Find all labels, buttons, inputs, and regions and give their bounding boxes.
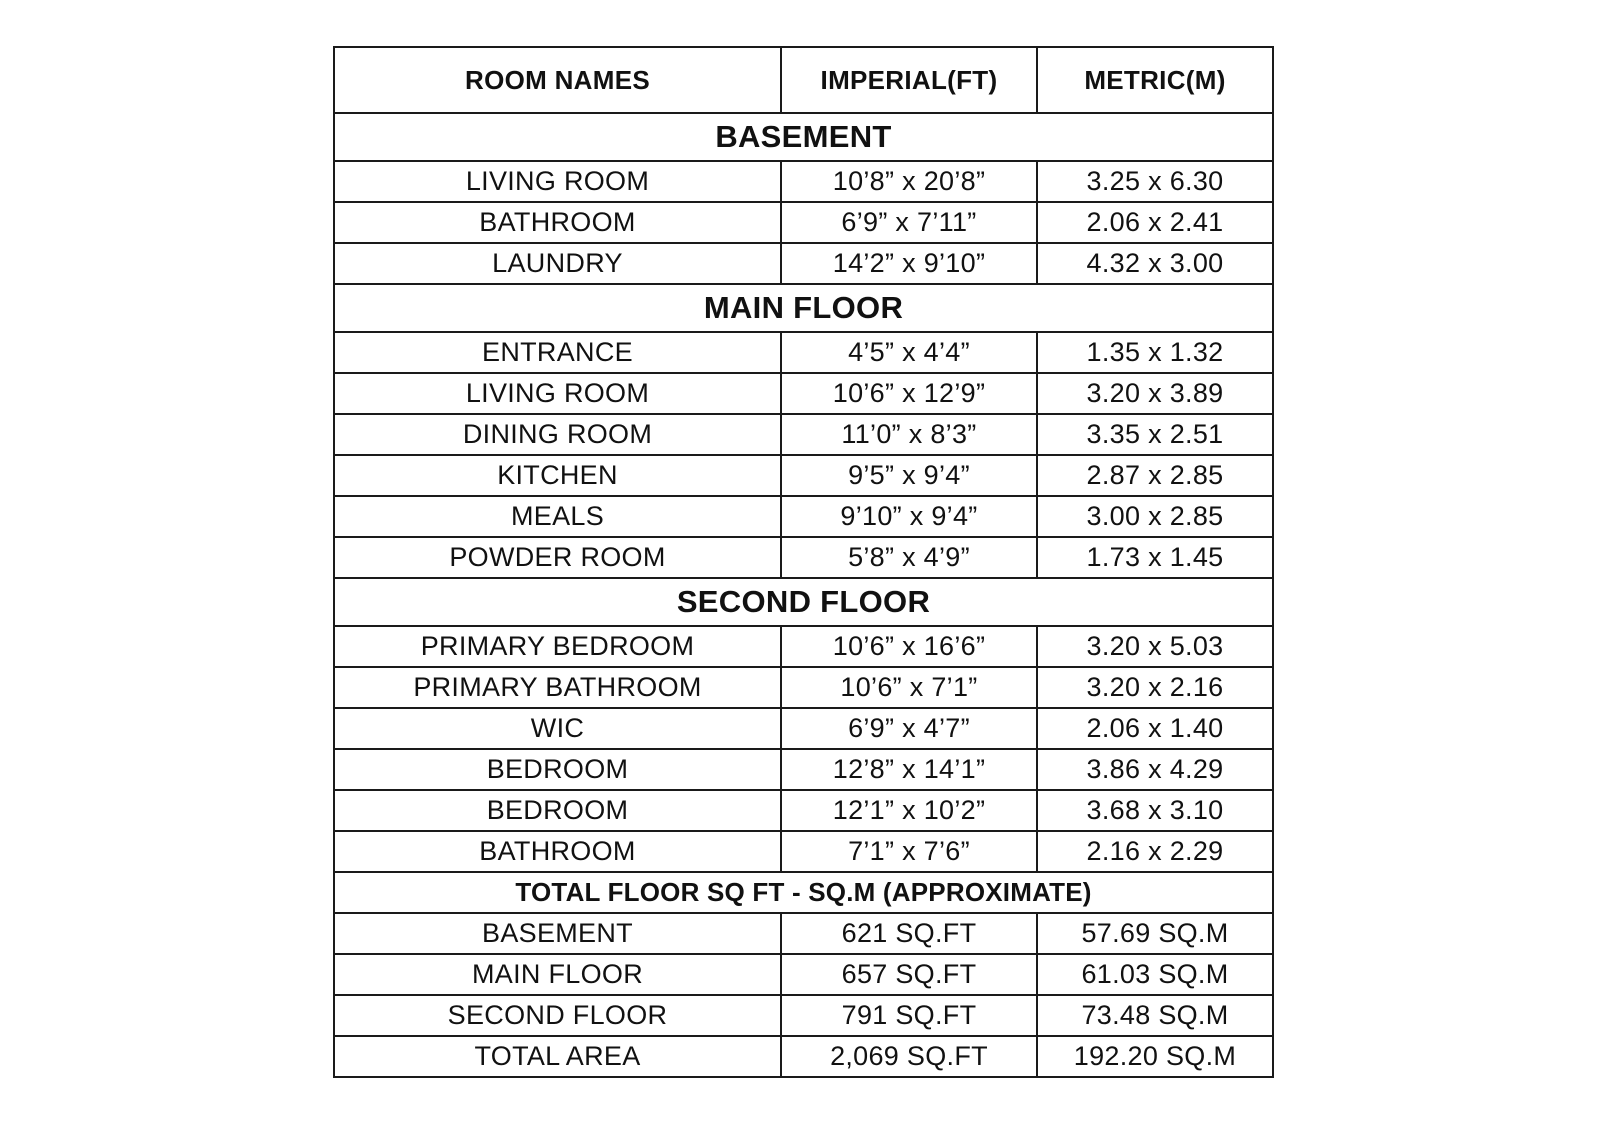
imperial-cell: 791 SQ.FT (781, 995, 1037, 1036)
room-name-cell: DINING ROOM (334, 414, 781, 455)
room-name-cell: ENTRANCE (334, 332, 781, 373)
imperial-cell: 9’5” x 9’4” (781, 455, 1037, 496)
room-name-cell: WIC (334, 708, 781, 749)
imperial-cell: 9’10” x 9’4” (781, 496, 1037, 537)
metric-cell: 192.20 SQ.M (1037, 1036, 1273, 1077)
metric-cell: 4.32 x 3.00 (1037, 243, 1273, 284)
header-metric: METRIC(M) (1037, 47, 1273, 113)
imperial-cell: 10’6” x 12’9” (781, 373, 1037, 414)
table-row (334, 161, 1273, 202)
imperial-cell: 657 SQ.FT (781, 954, 1037, 995)
metric-cell: 3.00 x 2.85 (1037, 496, 1273, 537)
metric-cell: 61.03 SQ.M (1037, 954, 1273, 995)
imperial-cell: 4’5” x 4’4” (781, 332, 1037, 373)
metric-cell: 3.20 x 2.16 (1037, 667, 1273, 708)
imperial-cell: 5’8” x 4’9” (781, 537, 1037, 578)
room-name-cell: PRIMARY BEDROOM (334, 626, 781, 667)
table-row (334, 373, 1273, 414)
room-name-cell: SECOND FLOOR (334, 995, 781, 1036)
metric-cell: 1.35 x 1.32 (1037, 332, 1273, 373)
table-row (334, 667, 1273, 708)
metric-cell: 3.20 x 3.89 (1037, 373, 1273, 414)
section-title: MAIN FLOOR (334, 284, 1273, 332)
section-row-basement (334, 113, 1273, 161)
table-row (334, 243, 1273, 284)
room-name-cell: LIVING ROOM (334, 373, 781, 414)
imperial-cell: 2,069 SQ.FT (781, 1036, 1037, 1077)
imperial-cell: 7’1” x 7’6” (781, 831, 1037, 872)
room-name-cell: KITCHEN (334, 455, 781, 496)
table-row (334, 537, 1273, 578)
table-row (334, 332, 1273, 373)
imperial-cell: 11’0” x 8’3” (781, 414, 1037, 455)
table-row (334, 995, 1273, 1036)
room-name-cell: PRIMARY BATHROOM (334, 667, 781, 708)
table-row (334, 831, 1273, 872)
metric-cell: 3.86 x 4.29 (1037, 749, 1273, 790)
section-row-total-floor-area (334, 872, 1273, 913)
room-dimensions-table (333, 46, 1274, 1078)
section-row-main-floor (334, 284, 1273, 332)
room-name-cell: LIVING ROOM (334, 161, 781, 202)
imperial-cell: 14’2” x 9’10” (781, 243, 1037, 284)
header-room-names: ROOM NAMES (334, 47, 781, 113)
table-header-row (334, 47, 1273, 113)
imperial-cell: 10’6” x 7’1” (781, 667, 1037, 708)
table-row (334, 790, 1273, 831)
metric-cell: 2.06 x 2.41 (1037, 202, 1273, 243)
room-name-cell: BASEMENT (334, 913, 781, 954)
imperial-cell: 621 SQ.FT (781, 913, 1037, 954)
table-row (334, 749, 1273, 790)
room-name-cell: BEDROOM (334, 790, 781, 831)
room-name-cell: MAIN FLOOR (334, 954, 781, 995)
imperial-cell: 10’6” x 16’6” (781, 626, 1037, 667)
room-name-cell: MEALS (334, 496, 781, 537)
table-row (334, 913, 1273, 954)
section-row-second-floor (334, 578, 1273, 626)
section-title: TOTAL FLOOR SQ FT - SQ.M (APPROXIMATE) (334, 872, 1273, 913)
metric-cell: 1.73 x 1.45 (1037, 537, 1273, 578)
room-name-cell: BATHROOM (334, 831, 781, 872)
table-row (334, 708, 1273, 749)
table-row (334, 1036, 1273, 1077)
room-name-cell: BEDROOM (334, 749, 781, 790)
metric-cell: 3.20 x 5.03 (1037, 626, 1273, 667)
table-body (334, 113, 1273, 1077)
room-name-cell: POWDER ROOM (334, 537, 781, 578)
room-name-cell: LAUNDRY (334, 243, 781, 284)
table-row (334, 954, 1273, 995)
section-title: BASEMENT (334, 113, 1273, 161)
metric-cell: 3.35 x 2.51 (1037, 414, 1273, 455)
table-row (334, 202, 1273, 243)
metric-cell: 2.16 x 2.29 (1037, 831, 1273, 872)
room-name-cell: BATHROOM (334, 202, 781, 243)
imperial-cell: 12’8” x 14’1” (781, 749, 1037, 790)
metric-cell: 2.06 x 1.40 (1037, 708, 1273, 749)
table-row (334, 414, 1273, 455)
section-title: SECOND FLOOR (334, 578, 1273, 626)
metric-cell: 73.48 SQ.M (1037, 995, 1273, 1036)
imperial-cell: 10’8” x 20’8” (781, 161, 1037, 202)
table-row (334, 626, 1273, 667)
imperial-cell: 12’1” x 10’2” (781, 790, 1037, 831)
imperial-cell: 6’9” x 4’7” (781, 708, 1037, 749)
metric-cell: 57.69 SQ.M (1037, 913, 1273, 954)
imperial-cell: 6’9” x 7’11” (781, 202, 1037, 243)
table-row (334, 455, 1273, 496)
header-imperial: IMPERIAL(FT) (781, 47, 1037, 113)
room-dimensions-table-container (333, 46, 1272, 1078)
table-row (334, 496, 1273, 537)
metric-cell: 3.68 x 3.10 (1037, 790, 1273, 831)
room-name-cell: TOTAL AREA (334, 1036, 781, 1077)
metric-cell: 3.25 x 6.30 (1037, 161, 1273, 202)
metric-cell: 2.87 x 2.85 (1037, 455, 1273, 496)
